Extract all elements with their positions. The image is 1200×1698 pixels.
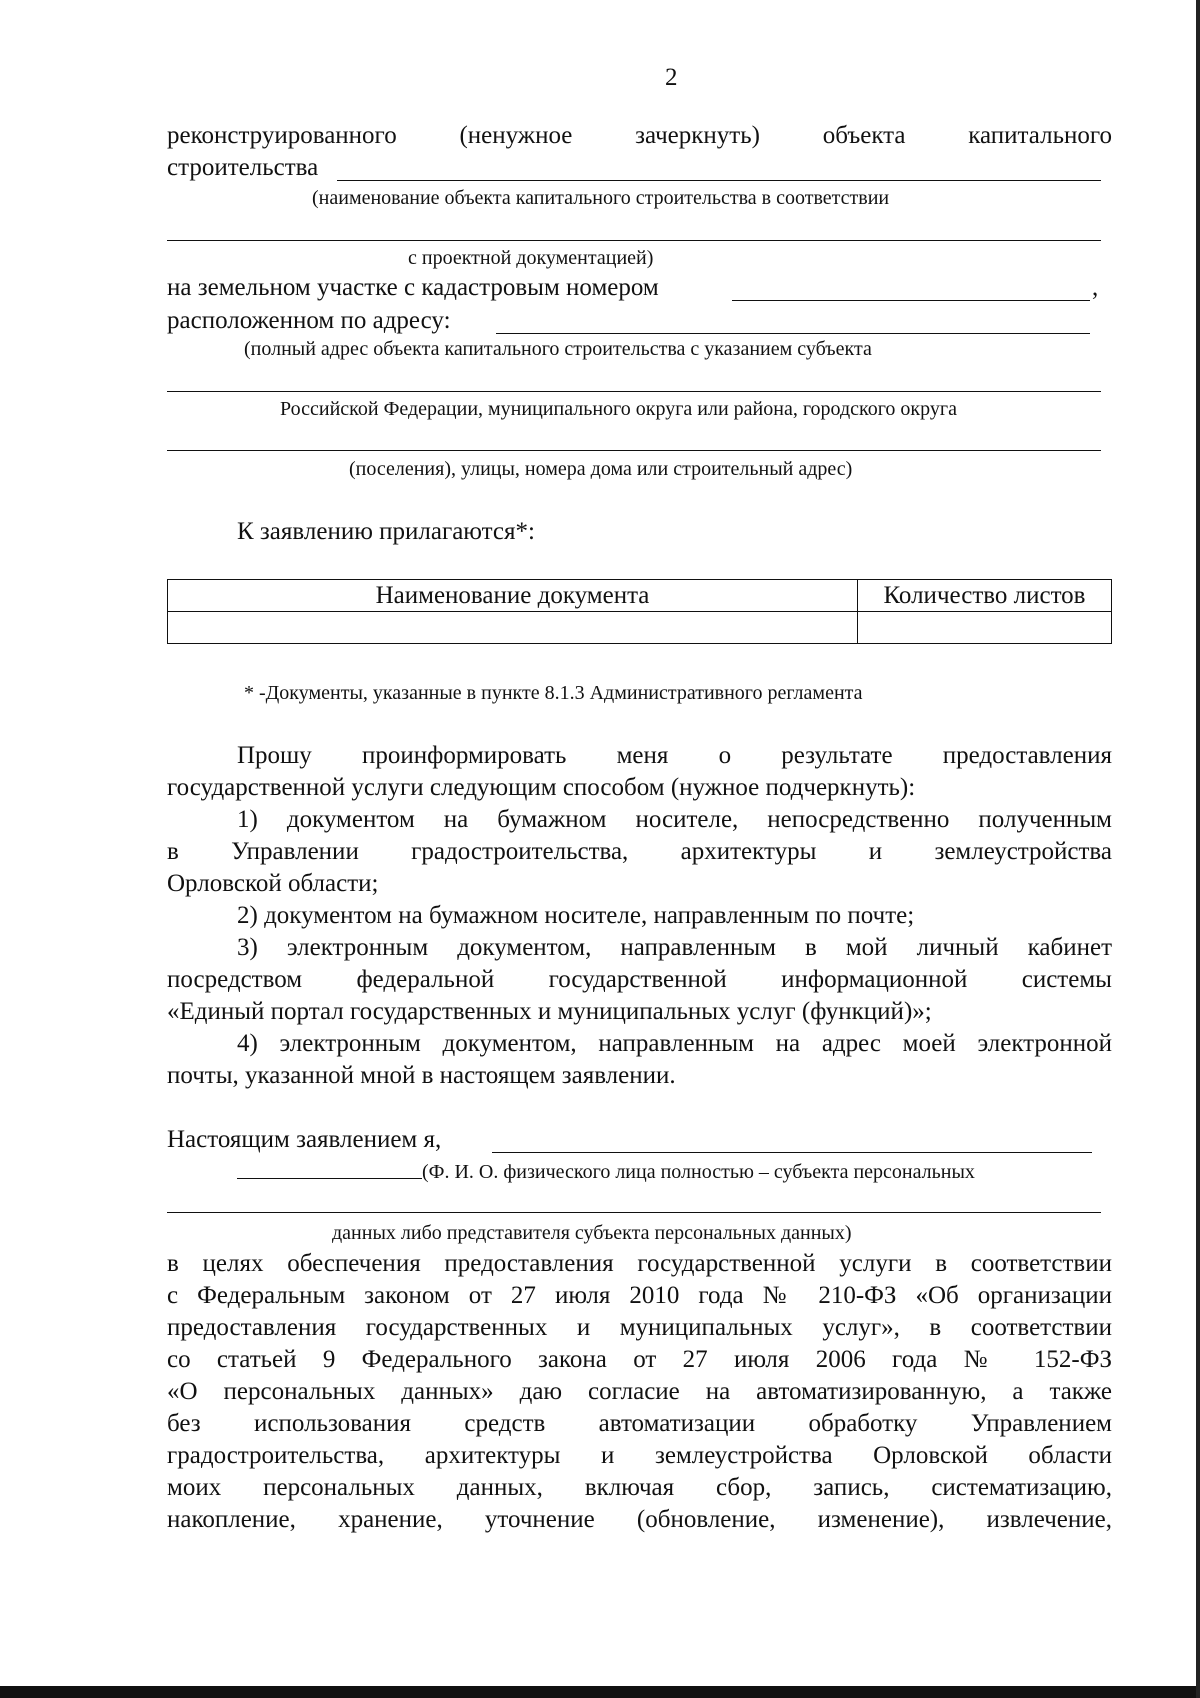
consent-line-5: «О персональных данных» даю согласие на автоматизированную, а также <box>167 1378 1112 1405</box>
inform-line-1: Прошу проинформировать меня о результате предоставления <box>237 742 1112 769</box>
option-3-line-3: «Единый портал государственных и муниципальных услуг (функций)»; <box>167 998 932 1025</box>
footnote: * -Документы, указанные в пункте 8.1.3 Административного регламента <box>244 682 863 704</box>
consent-line-7: градостроительства, архитектуры и землеустройства Орловской области <box>167 1442 1112 1469</box>
person-name-field-2[interactable] <box>167 1212 1101 1213</box>
document-name-cell[interactable] <box>168 612 858 644</box>
caption-object-2: с проектной документацией) <box>408 247 654 269</box>
text-line-construction: строительства <box>167 154 319 181</box>
consent-line-1: в целях обеспечения предоставления государственной услуги в соответствии <box>167 1250 1112 1277</box>
option-3-line-1: 3) электронным документом, направленным в мой личный кабинет <box>237 934 1112 961</box>
column-header-sheet-count: Количество листов <box>858 580 1112 612</box>
scan-right-edge <box>1196 0 1200 1698</box>
sheet-count-cell[interactable] <box>858 612 1112 644</box>
attachments-heading: К заявлению прилагаются*: <box>237 518 535 545</box>
consent-line-6: без использования средств автоматизации обработку Управлением <box>167 1410 1112 1437</box>
address-field-2[interactable] <box>167 391 1101 392</box>
address-field[interactable] <box>496 333 1090 334</box>
option-2: 2) документом на бумажном носителе, направленным по почте; <box>237 902 915 929</box>
person-name-field[interactable] <box>492 1152 1092 1153</box>
cadastral-line: на земельном участке с кадастровым номером <box>167 274 659 301</box>
inform-line-2: государственной услуги следующим способом (нужное подчеркнуть): <box>167 774 916 801</box>
option-1-line-3: Орловской области; <box>167 870 379 897</box>
table-row <box>168 612 1112 644</box>
consent-line-8: моих персональных данных, включая сбор, запись, систематизацию, <box>167 1474 1112 1501</box>
text-line-reconstructed: реконструированного (ненужное зачеркнуть) объекта капитального <box>167 122 1112 149</box>
option-3-line-2: посредством федеральной государственной информационной системы <box>167 966 1112 993</box>
caption-address-2: Российской Федерации, муниципального округа или района, городского округа <box>280 398 957 420</box>
address-field-3[interactable] <box>167 450 1101 451</box>
cadastral-number-field[interactable] <box>732 300 1090 301</box>
caption-address-1: (полный адрес объекта капитального строительства с указанием субъекта <box>244 338 872 360</box>
caption-address-3: (поселения), улицы, номера дома или строительный адрес) <box>349 458 853 480</box>
consent-intro: Настоящим заявлением я, <box>167 1126 442 1153</box>
option-4-line-1: 4) электронным документом, направленным на адрес моей электронной <box>237 1030 1112 1057</box>
cadastral-comma: , <box>1092 274 1099 301</box>
consent-line-4: со статьей 9 Федерального закона от 27 июля 2006 года № 152-ФЗ <box>167 1346 1112 1373</box>
option-4-line-2: почты, указанной мной в настоящем заявлении. <box>167 1062 676 1089</box>
table-header-row <box>168 580 1112 612</box>
object-name-line[interactable] <box>337 180 1101 181</box>
consent-line-9: накопление, хранение, уточнение (обновление, изменение), извлечение, <box>167 1506 1112 1533</box>
document-page: 2 реконструированного (ненужное зачеркнуть) объекта капитального строительства (наименование объекта капитального строительства в соответствии с проектной документацией) на земельном участке с кадастровым номером , расположенном по адресу: (полный адрес объекта капитального строительства с указанием субъекта Российской Федерации, муниципального округа или района, городского округа (поселения), улицы, номера дома или строительный адрес) К заявлению прилагаются*: Наименование документа Количество листов * -Документы, указанные в пункте 8.1.3 Административного регламента Прошу проинформировать меня о результате предоставления государственной услуги следующим способом (нужное подчеркнуть): 1) документом на бумажном носителе, непосредственно полученным в Управлении градостроительства, архитектуры и землеустройства Орловской области; 2) документом на бумажном носителе, направленным по почте; 3) электронным документом, направленным в мой личный кабинет посредством федеральной государственной информационной системы «Единый портал государственных и муниципальных услуг (функций)»; 4) электронным документом, направленным на адрес моей электронной почты, указанной мной в настоящем заявлении. Настоящим заявлением я, (Ф. И. О. физического лица полностью – субъекта персональных данных либо представителя субъекта персональных данных) в целях обеспечения предоставления государственной услуги в соответствии с Федеральным законом от 27 июля 2010 года № 210-ФЗ «Об организации предоставления государственных и муниципальных услуг», в соответствии со статьей 9 Федерального закона от 27 июля 2006 года № 152-ФЗ «О персональных данных» даю согласие на автоматизированную, а также без использования средств автоматизации обработку Управлением градостроительства, архитектуры и землеустройства Орловской области моих персональных данных, включая сбор, запись, систематизацию, накопление, хранение, уточнение (обновление, изменение), извлечение, <box>0 0 1200 1698</box>
consent-line-2: с Федеральным законом от 27 июля 2010 года № 210-ФЗ «Об организации <box>167 1282 1112 1309</box>
address-line: расположенном по адресу: <box>167 307 451 334</box>
consent-line-3: предоставления государственных и муниципальных услуг», в соответствии <box>167 1314 1112 1341</box>
caption-person-2: данных либо представителя субъекта персональных данных) <box>332 1222 852 1244</box>
column-header-document-name: Наименование документа <box>168 580 858 612</box>
caption-object-1: (наименование объекта капитального строительства в соответствии <box>312 187 890 209</box>
attachments-table <box>167 579 1112 644</box>
person-name-prefix-line[interactable] <box>237 1178 422 1179</box>
scan-bottom-edge <box>0 1686 1200 1698</box>
object-name-line-2[interactable] <box>167 240 1101 241</box>
option-1-line-1: 1) документом на бумажном носителе, непосредственно полученным <box>237 806 1112 833</box>
option-1-line-2: в Управлении градостроительства, архитектуры и землеустройства <box>167 838 1112 865</box>
caption-person-1: (Ф. И. О. физического лица полностью – субъекта персональных <box>422 1161 975 1183</box>
